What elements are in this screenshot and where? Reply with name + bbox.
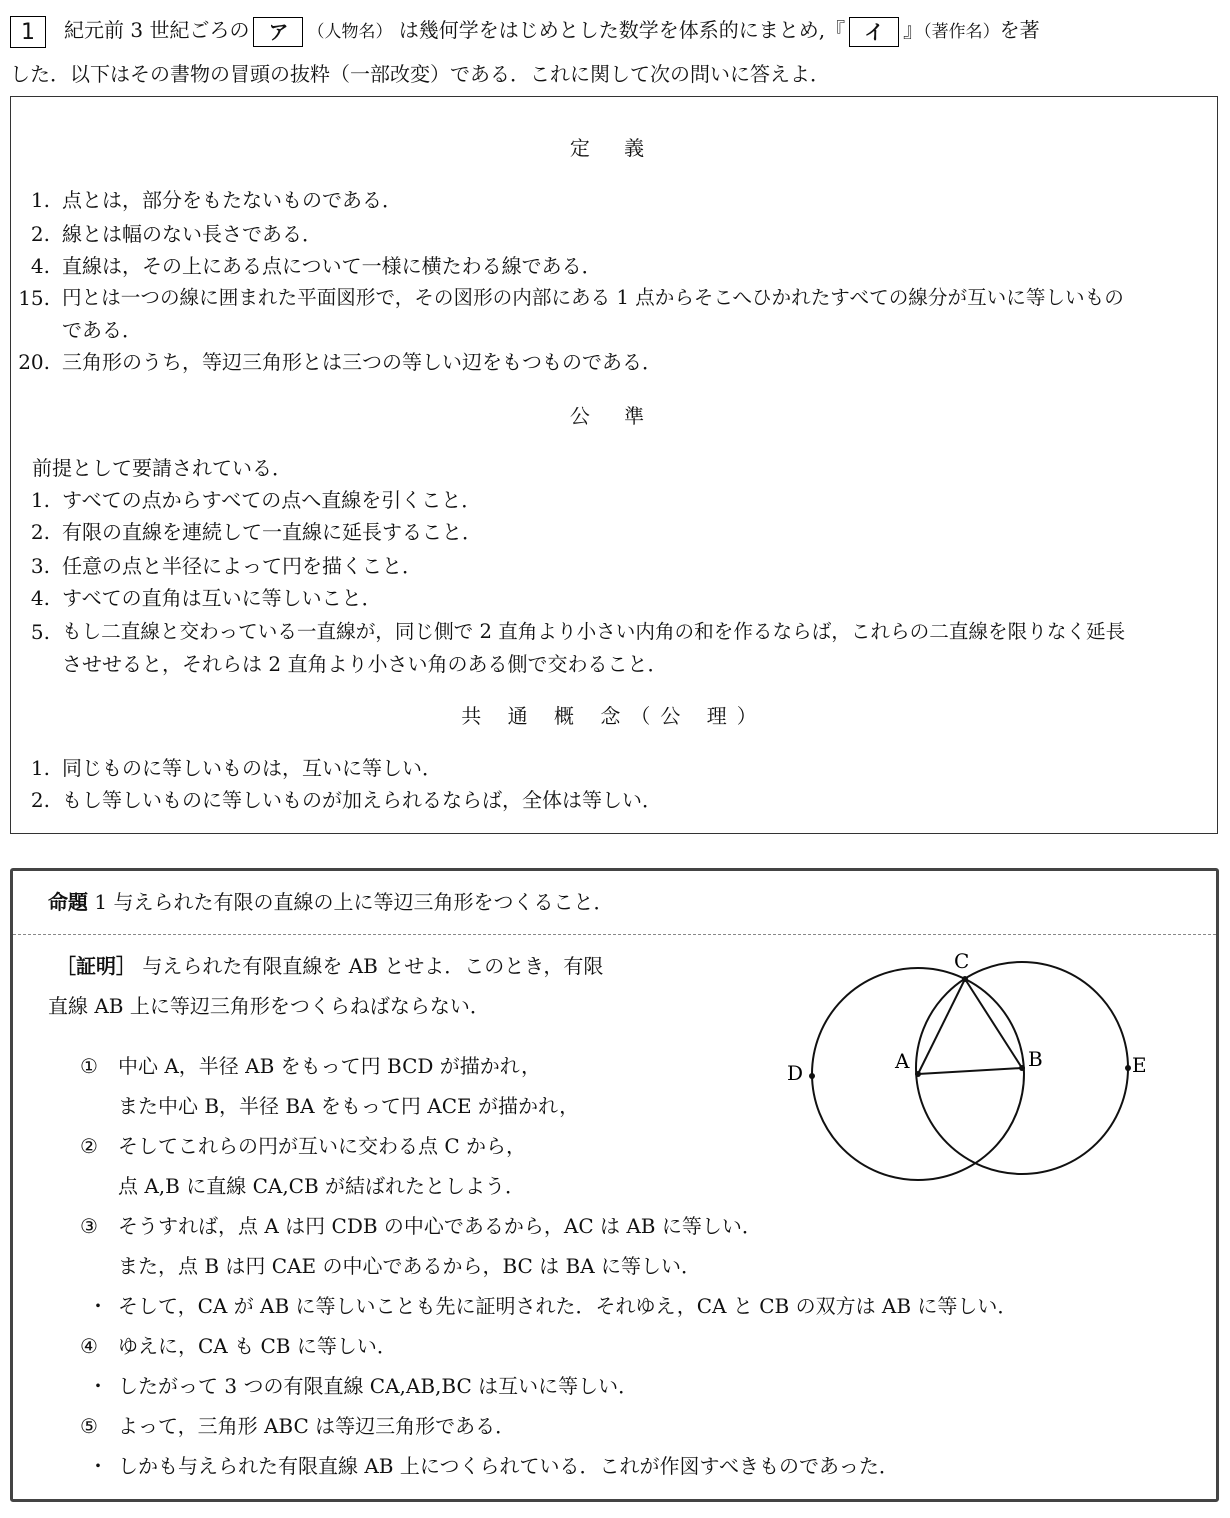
def-text: 三角形のうち，等辺三角形とは三つの等しい辺をもつものである． — [62, 350, 662, 374]
step-mark: ・ — [88, 1454, 108, 1478]
proposition-text: 与えられた有限の直線の上に等辺三角形をつくること． — [113, 890, 614, 914]
def-num: 2. — [30, 222, 50, 246]
notion-text: もし等しいものに等しいものが加えられるならば，全体は等しい． — [62, 788, 662, 812]
step-mark: ① — [80, 1054, 98, 1078]
def-text: 直線は，その上にある点について一様に横たわる線である． — [62, 254, 602, 278]
step-mark: ② — [80, 1134, 98, 1158]
label-b: B — [1028, 1047, 1043, 1071]
postulates-heading: 公 準 — [569, 404, 659, 428]
step-text: また，点 B は円 CAE の中心であるから，BC は BA に等しい． — [118, 1254, 702, 1278]
post-num: 3. — [30, 554, 50, 578]
common-notions-heading: 共 通 概 念（公 理） — [461, 704, 767, 728]
step-mark: ⑤ — [80, 1414, 98, 1438]
def-text: 点とは，部分をもたないものである． — [62, 188, 402, 212]
proof-label: ［証明］ — [56, 954, 136, 978]
label-c: C — [954, 949, 970, 973]
intro-text-3: 』 — [903, 18, 924, 42]
segment-ab — [918, 1068, 1022, 1074]
notion-num: 1. — [30, 756, 50, 780]
point-a — [915, 1071, 921, 1077]
step-text: よって，三角形 ABC は等辺三角形である． — [118, 1414, 516, 1438]
intro-text-2: は幾何学をはじめとした数学を体系的にまとめ,『 — [398, 18, 846, 42]
def-num: 15. — [18, 286, 50, 310]
segment-bc — [965, 979, 1022, 1068]
proposition-statement — [48, 888, 613, 916]
construction-figure — [770, 944, 1190, 1194]
post-num: 4. — [30, 586, 50, 610]
label-a: A — [895, 1049, 910, 1073]
post-text: 任意の点と半径によって円を描くこと． — [62, 554, 422, 578]
proof-intro-line-1 — [56, 952, 603, 980]
postulates-preface: 前提として要請されている． — [32, 456, 292, 480]
question-number: 1 — [10, 16, 46, 48]
def-text: 線とは幅のない長さである． — [62, 222, 322, 246]
point-b — [1019, 1065, 1025, 1071]
label-d: D — [787, 1061, 804, 1085]
step-text: そして，CA が AB に等しいことも先に証明された．それゆえ，CA と CB の双方は AB に等しい． — [118, 1294, 1018, 1318]
step-text: そしてこれらの円が互いに交わる点 C から， — [118, 1134, 527, 1158]
label-e: E — [1132, 1053, 1147, 1077]
def-num: 4. — [30, 254, 50, 278]
post-text: すべての直角は互いに等しいこと． — [62, 586, 382, 610]
intro-text-1: 紀元前 3 世紀ごろの — [64, 18, 250, 42]
step-mark: ③ — [80, 1214, 98, 1238]
note-work: （著作名） — [923, 22, 1000, 42]
intro-text-4: を著 — [999, 18, 1040, 42]
def-text: 円とは一つの線に囲まれた平面図形で，その図形の内部にある 1 点からそこへひかれたすべての線分が互いに等しいもの — [62, 286, 1124, 309]
notion-num: 2. — [30, 788, 50, 812]
point-c — [962, 976, 968, 982]
point-d — [809, 1073, 815, 1079]
post-text: 有限の直線を連続して一直線に延長すること． — [62, 520, 482, 544]
definitions-heading: 定 義 — [569, 136, 659, 160]
step-text: したがって 3 つの有限直線 CA,AB,BC は互いに等しい． — [118, 1374, 639, 1398]
step-text: 点 A,B に直線 CA,CB が結ばれたとしよう． — [118, 1174, 526, 1198]
blank-i: イ — [849, 17, 899, 47]
intro-line-1 — [64, 16, 1040, 47]
step-mark: ④ — [80, 1334, 98, 1358]
step-mark: ・ — [88, 1374, 108, 1398]
proposition-label: 命題 — [48, 890, 88, 914]
step-text: そうすれば，点 A は円 CDB の中心であるから，AC は AB に等しい． — [118, 1214, 762, 1238]
post-text: もし二直線と交わっている一直線が，同じ側で 2 直角より小さい内角の和を作るならば，これらの二直線を限りなく延長 — [62, 620, 1126, 643]
blank-a: ア — [253, 17, 303, 47]
def-num: 20. — [18, 350, 50, 374]
def-num: 1. — [30, 188, 50, 212]
step-text: ゆえに，CA も CB に等しい． — [118, 1334, 397, 1358]
note-person: （人物名） — [307, 22, 393, 42]
proposition-number: 1 — [94, 890, 108, 914]
post-text: すべての点からすべての点へ直線を引くこと． — [62, 488, 482, 512]
notion-text: 同じものに等しいものは，互いに等しい． — [62, 756, 442, 780]
post-text-cont: させせると，それらは 2 直角より小さい角のある側で交わること． — [62, 652, 668, 676]
proof-intro-1: 与えられた有限直線を AB とせよ．このとき，有限 — [142, 954, 604, 978]
step-text: また中心 B，半径 BA をもって円 ACE が描かれ， — [118, 1094, 580, 1118]
post-num: 2. — [30, 520, 50, 544]
point-e — [1125, 1065, 1131, 1071]
step-text: しかも与えられた有限直線 AB 上につくられている．これが作図すべきものであった． — [118, 1454, 899, 1478]
proof-intro-line-2: 直線 AB 上に等辺三角形をつくらねばならない． — [48, 994, 490, 1018]
def-text-cont: である． — [62, 318, 142, 342]
post-num: 5. — [30, 620, 50, 644]
post-num: 1. — [30, 488, 50, 512]
dashed-divider — [13, 934, 1216, 935]
step-mark: ・ — [88, 1294, 108, 1318]
step-text: 中心 A，半径 AB をもって円 BCD が描かれ， — [118, 1054, 541, 1078]
intro-line-2: した．以下はその書物の冒頭の抜粋（一部改変）である．これに関して次の問いに答えよ． — [10, 62, 830, 86]
